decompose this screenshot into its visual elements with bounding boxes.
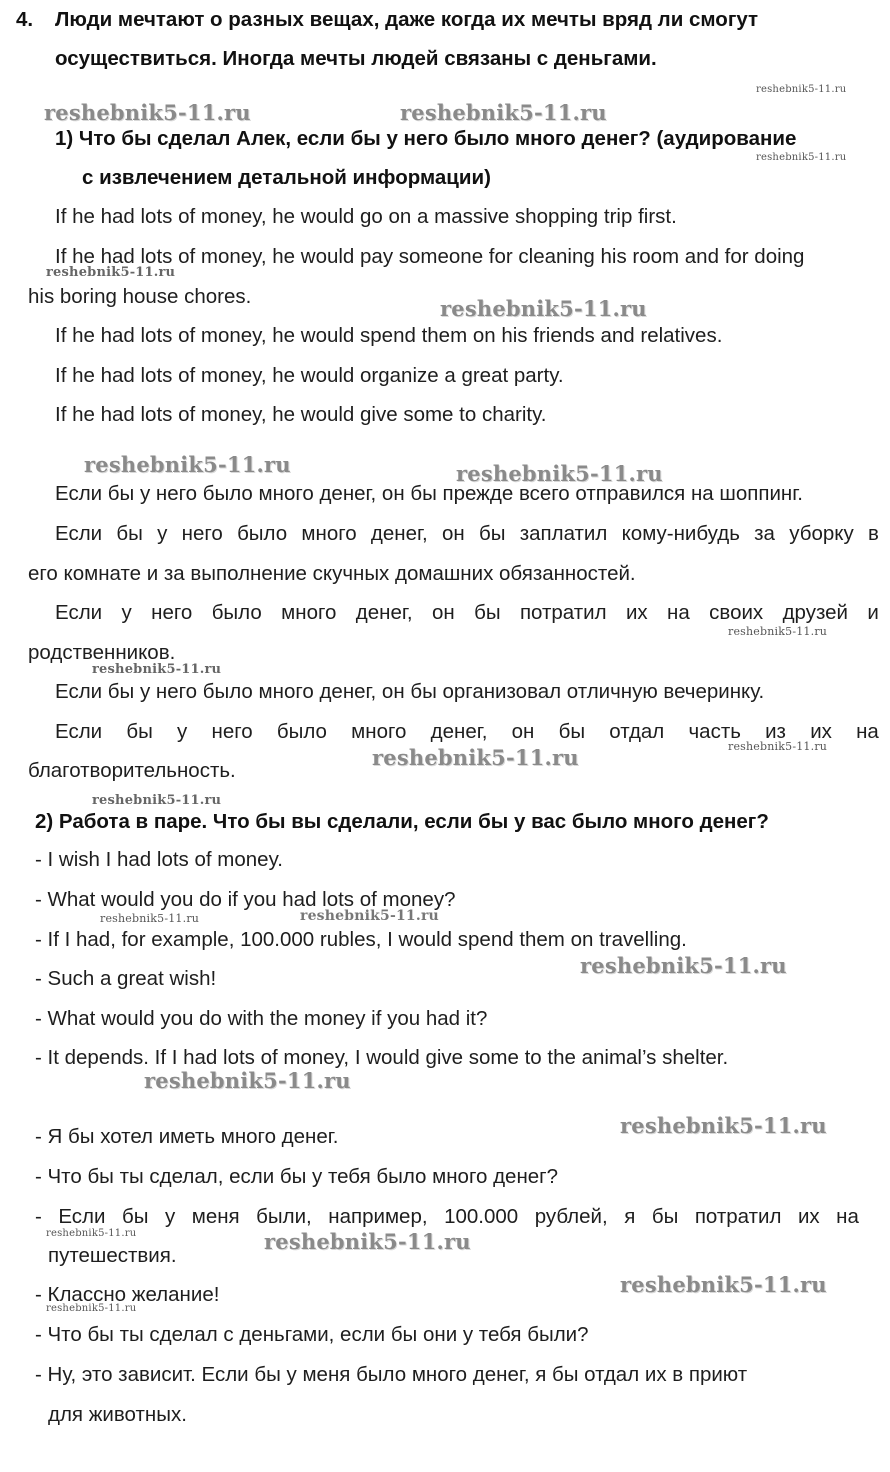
word: кому-нибудь: [621, 522, 740, 545]
word: на: [856, 720, 879, 743]
part1-ru-line-5b: благотворительность.: [28, 759, 236, 782]
part1-en-line-2a: If he had lots of money, he would pay someone for cleaning his room and for doing: [55, 245, 805, 268]
part2-en-line-4: - Such a great wish!: [35, 967, 217, 990]
part1-en-line-1: If he had lots of money, he would go on a massive shopping trip first.: [55, 205, 677, 228]
word: на: [836, 1205, 859, 1228]
part2-ru-line-5: - Что бы ты сделал с деньгами, если бы они у тебя были?: [35, 1323, 589, 1346]
watermark: reshebnik5-11.ru: [46, 1228, 137, 1239]
word: было: [237, 522, 288, 545]
watermark: reshebnik5-11.ru: [46, 265, 176, 280]
word: потратил: [694, 1205, 782, 1228]
word: друзей: [782, 601, 848, 624]
part2-en-line-5: - What would you do with the money if you had it?: [35, 1007, 488, 1030]
word: и: [867, 601, 879, 624]
watermark: reshebnik5-11.ru: [300, 908, 439, 924]
part2-ru-line-3a: [35, 1205, 859, 1229]
word: него: [151, 601, 193, 624]
word: на: [667, 601, 690, 624]
part1-en-line-4: If he had lots of money, he would organize a great party.: [55, 364, 564, 387]
part2-en-line-6: - It depends. If I had lots of money, I would give some to the animal’s shelter.: [35, 1046, 729, 1069]
part1-ru-line-3a: [55, 601, 879, 625]
word: бы: [558, 720, 586, 743]
part2-ru-line-3b: путешествия.: [48, 1244, 177, 1267]
part1-title-line-2: с извлечением детальной информации): [82, 166, 491, 189]
watermark: reshebnik5-11.ru: [756, 84, 847, 95]
word: Если: [55, 720, 103, 743]
word: их: [625, 601, 648, 624]
word: бы: [126, 720, 153, 743]
watermark: reshebnik5-11.ru: [264, 1229, 471, 1254]
word: их: [810, 720, 832, 743]
word: отдал: [609, 720, 665, 743]
watermark: reshebnik5-11.ru: [92, 793, 222, 808]
watermark: reshebnik5-11.ru: [756, 152, 847, 163]
word: него: [211, 720, 253, 743]
task-heading-line-2: осуществиться. Иногда мечты людей связаны с деньгами.: [55, 47, 657, 70]
word: меня: [191, 1205, 240, 1228]
word: он: [511, 720, 535, 743]
word: много: [281, 601, 337, 624]
watermark: reshebnik5-11.ru: [84, 452, 291, 477]
word: Если: [55, 601, 103, 624]
word: у: [157, 522, 168, 545]
word: -: [35, 1205, 42, 1228]
word: часть: [688, 720, 741, 743]
part2-ru-line-4: - Классно желание!: [35, 1283, 220, 1306]
watermark: reshebnik5-11.ru: [372, 745, 579, 770]
part1-ru-line-2a: [55, 522, 879, 546]
part1-ru-line-2b: его комнате и за выполнение скучных домашних обязанностей.: [28, 562, 636, 585]
watermark: reshebnik5-11.ru: [728, 625, 828, 638]
word: рублей,: [534, 1205, 608, 1228]
word: были,: [256, 1205, 312, 1228]
watermark: reshebnik5-11.ru: [100, 912, 200, 925]
part1-en-line-2b: his boring house chores.: [28, 285, 252, 308]
part2-ru-line-1: - Я бы хотел иметь много денег.: [35, 1125, 339, 1148]
word: бы: [474, 601, 501, 624]
watermark: reshebnik5-11.ru: [620, 1272, 827, 1297]
part1-ru-line-3b: родственников.: [28, 641, 176, 664]
word: денег,: [430, 720, 488, 743]
word: 100.000: [444, 1205, 519, 1228]
word: бы: [116, 522, 143, 545]
watermark: reshebnik5-11.ru: [400, 100, 607, 125]
word: Если: [58, 1205, 106, 1228]
watermark: reshebnik5-11.ru: [440, 296, 647, 321]
part2-ru-line-2: - Что бы ты сделал, если бы у тебя было много денег?: [35, 1165, 559, 1188]
word: например,: [328, 1205, 428, 1228]
word: у: [177, 720, 188, 743]
word: из: [765, 720, 786, 743]
part1-ru-line-1: Если бы у него было много денег, он бы прежде всего отправился на шоппинг.: [55, 482, 803, 505]
word: бы: [121, 1205, 149, 1228]
part1-title-line-1: 1) Что бы сделал Алек, если бы у него было много денег? (аудирование: [55, 127, 797, 150]
word: бы: [651, 1205, 679, 1228]
word: было: [276, 720, 327, 743]
word: у: [164, 1205, 176, 1228]
watermark: reshebnik5-11.ru: [46, 1303, 137, 1314]
task-number: 4.: [16, 8, 34, 31]
word: их: [797, 1205, 820, 1228]
word: он: [441, 522, 465, 545]
word: своих: [709, 601, 764, 624]
word: было: [211, 601, 262, 624]
word: денег,: [370, 522, 428, 545]
word: много: [351, 720, 407, 743]
word: денег,: [355, 601, 413, 624]
word: я: [624, 1205, 636, 1228]
part1-en-line-3: If he had lots of money, he would spend them on his friends and relatives.: [55, 324, 723, 347]
part1-ru-line-4: Если бы у него было много денег, он бы организовал отличную вечеринку.: [55, 680, 765, 703]
part2-en-line-3: - If I had, for example, 100.000 rubles, I would spend them on travelling.: [35, 928, 687, 951]
word: в: [867, 522, 879, 545]
word: бы: [478, 522, 506, 545]
task-heading-line-1: Люди мечтают о разных вещах, даже когда их мечты вряд ли смогут: [55, 8, 759, 31]
watermark: reshebnik5-11.ru: [144, 1068, 351, 1093]
watermark: reshebnik5-11.ru: [44, 100, 251, 125]
word: него: [181, 522, 223, 545]
part2-en-line-1: - I wish I had lots of money.: [35, 848, 284, 871]
word: уборку: [789, 522, 854, 545]
watermark: reshebnik5-11.ru: [620, 1113, 827, 1138]
word: потратил: [519, 601, 607, 624]
word: он: [431, 601, 455, 624]
part2-title: 2) Работа в паре. Что бы вы сделали, если бы у вас было много денег?: [35, 810, 769, 833]
watermark: reshebnik5-11.ru: [92, 662, 222, 677]
part2-ru-line-6: - Ну, это зависит. Если бы у меня было много денег, я бы отдал их в приют: [35, 1363, 748, 1386]
part2-en-line-2: - What would you do if you had lots of money?: [35, 888, 456, 911]
watermark: reshebnik5-11.ru: [728, 740, 828, 753]
part1-en-line-5: If he had lots of money, he would give some to charity.: [55, 403, 547, 426]
word: много: [301, 522, 357, 545]
watermark: reshebnik5-11.ru: [580, 953, 787, 978]
watermark: reshebnik5-11.ru: [456, 461, 663, 486]
word: заплатил: [519, 522, 608, 545]
part2-ru-line-7: для животных.: [48, 1403, 187, 1426]
word: Если: [55, 522, 103, 545]
word: за: [754, 522, 775, 545]
word: у: [121, 601, 132, 624]
